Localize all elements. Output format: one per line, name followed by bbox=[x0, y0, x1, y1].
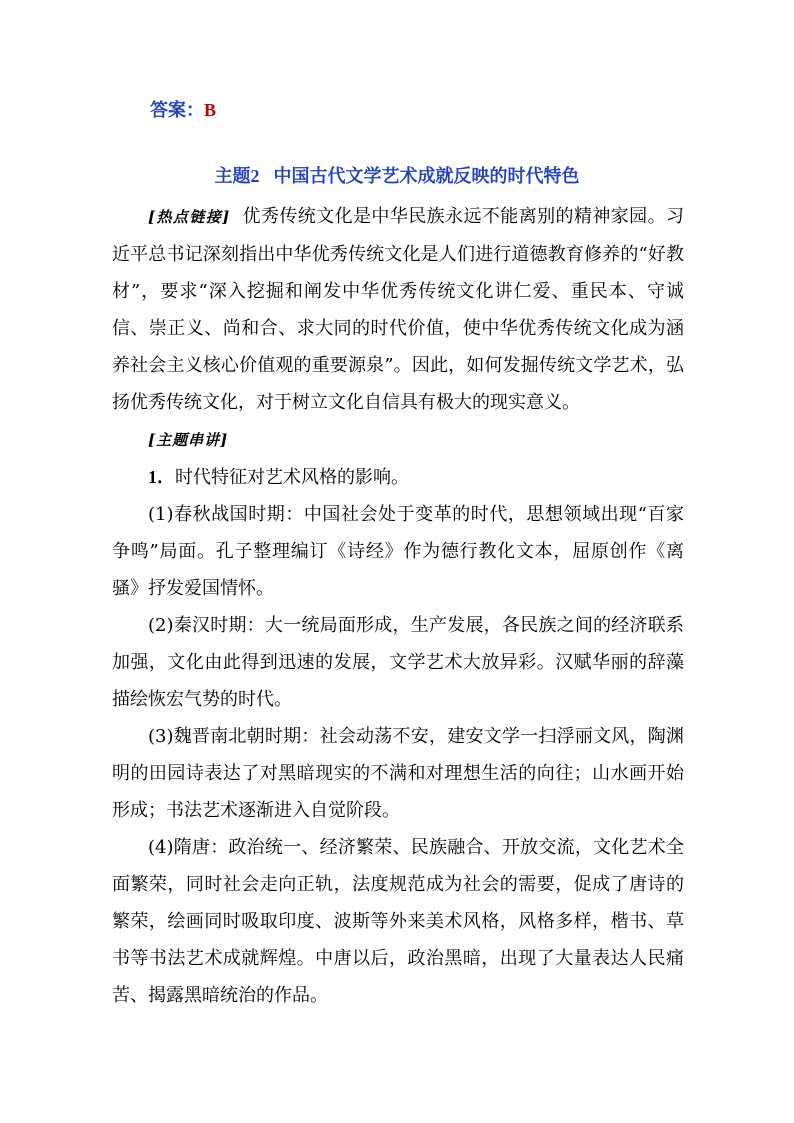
item-text: 隋唐：政治统一、经济繁荣、民族融合、开放交流，文化艺术全面繁荣，同时社会走向正轨，法度规范成为社会的需要，促成了唐诗的繁荣，绘画同时吸取印度、波斯等外来美术风格，风格多样，楷书、草书等书法艺术成就辉煌。中唐以后，政治黑暗，出现了大量表达人民痛苦、揭露黑暗统治的作品。 bbox=[112, 837, 684, 1006]
hotspot-tag: [热点链接] bbox=[148, 208, 231, 226]
answer-label: 答案： bbox=[150, 100, 204, 121]
item-label: (4) bbox=[148, 837, 174, 858]
topic-heading bbox=[0, 162, 794, 191]
hotspot-text: 优秀传统文化是中华民族永远不能离别的精神家园。习近平总书记深刻指出中华优秀传统文化是人们进行道德教育修养的“好教材”，要求“深入挖掘和阐发中华优秀传统文化讲仁爱、重民本、守诚信、崇正义、尚和合、求大同的时代价值，使中华优秀传统文化成为涵养社会主义核心价值观的重要源泉”。因此，如何发掘传统文学艺术，弘扬优秀传统文化，对于树立文化自信具有极大的现实意义。 bbox=[112, 206, 685, 413]
theme-series-heading bbox=[112, 421, 684, 459]
answer-line bbox=[150, 96, 216, 125]
section-1-title: 时代特征对艺术风格的影响。 bbox=[175, 467, 409, 488]
item-label: (1) bbox=[148, 504, 174, 525]
body-text bbox=[112, 198, 684, 1014]
list-item bbox=[112, 718, 684, 829]
item-text: 秦汉时期：大一统局面形成，生产发展，各民族之间的经济联系加强，文化由此得到迅速的发展，文学艺术大放异彩。汉赋华丽的辞藻描绘恢宏气势的时代。 bbox=[112, 615, 684, 710]
section-1-number: 1． bbox=[148, 467, 175, 487]
item-label: (2) bbox=[148, 615, 174, 636]
list-item bbox=[112, 829, 684, 1014]
item-label: (3) bbox=[148, 726, 174, 747]
item-text: 魏晋南北朝时期：社会动荡不安，建安文学一扫浮丽文风，陶渊明的田园诗表达了对黑暗现实的不满和对理想生活的向往；山水画开始形成；书法艺术逐渐进入自觉阶段。 bbox=[112, 726, 684, 821]
item-text: 春秋战国时期：中国社会处于变革的时代，思想领域出现“百家争鸣”局面。孔子整理编订《诗经》作为德行教化文本，屈原创作《离骚》抒发爱国情怀。 bbox=[112, 504, 684, 599]
hotspot-paragraph bbox=[112, 198, 684, 421]
answer-value: B bbox=[204, 100, 217, 120]
list-item bbox=[112, 607, 684, 718]
topic-title: 中国古代文学艺术成就反映的时代特色 bbox=[273, 166, 580, 187]
list-item bbox=[112, 496, 684, 607]
theme-series-tag: [主题串讲] bbox=[148, 431, 229, 449]
section-1-heading bbox=[112, 459, 684, 496]
topic-number: 主题2 bbox=[214, 166, 260, 186]
